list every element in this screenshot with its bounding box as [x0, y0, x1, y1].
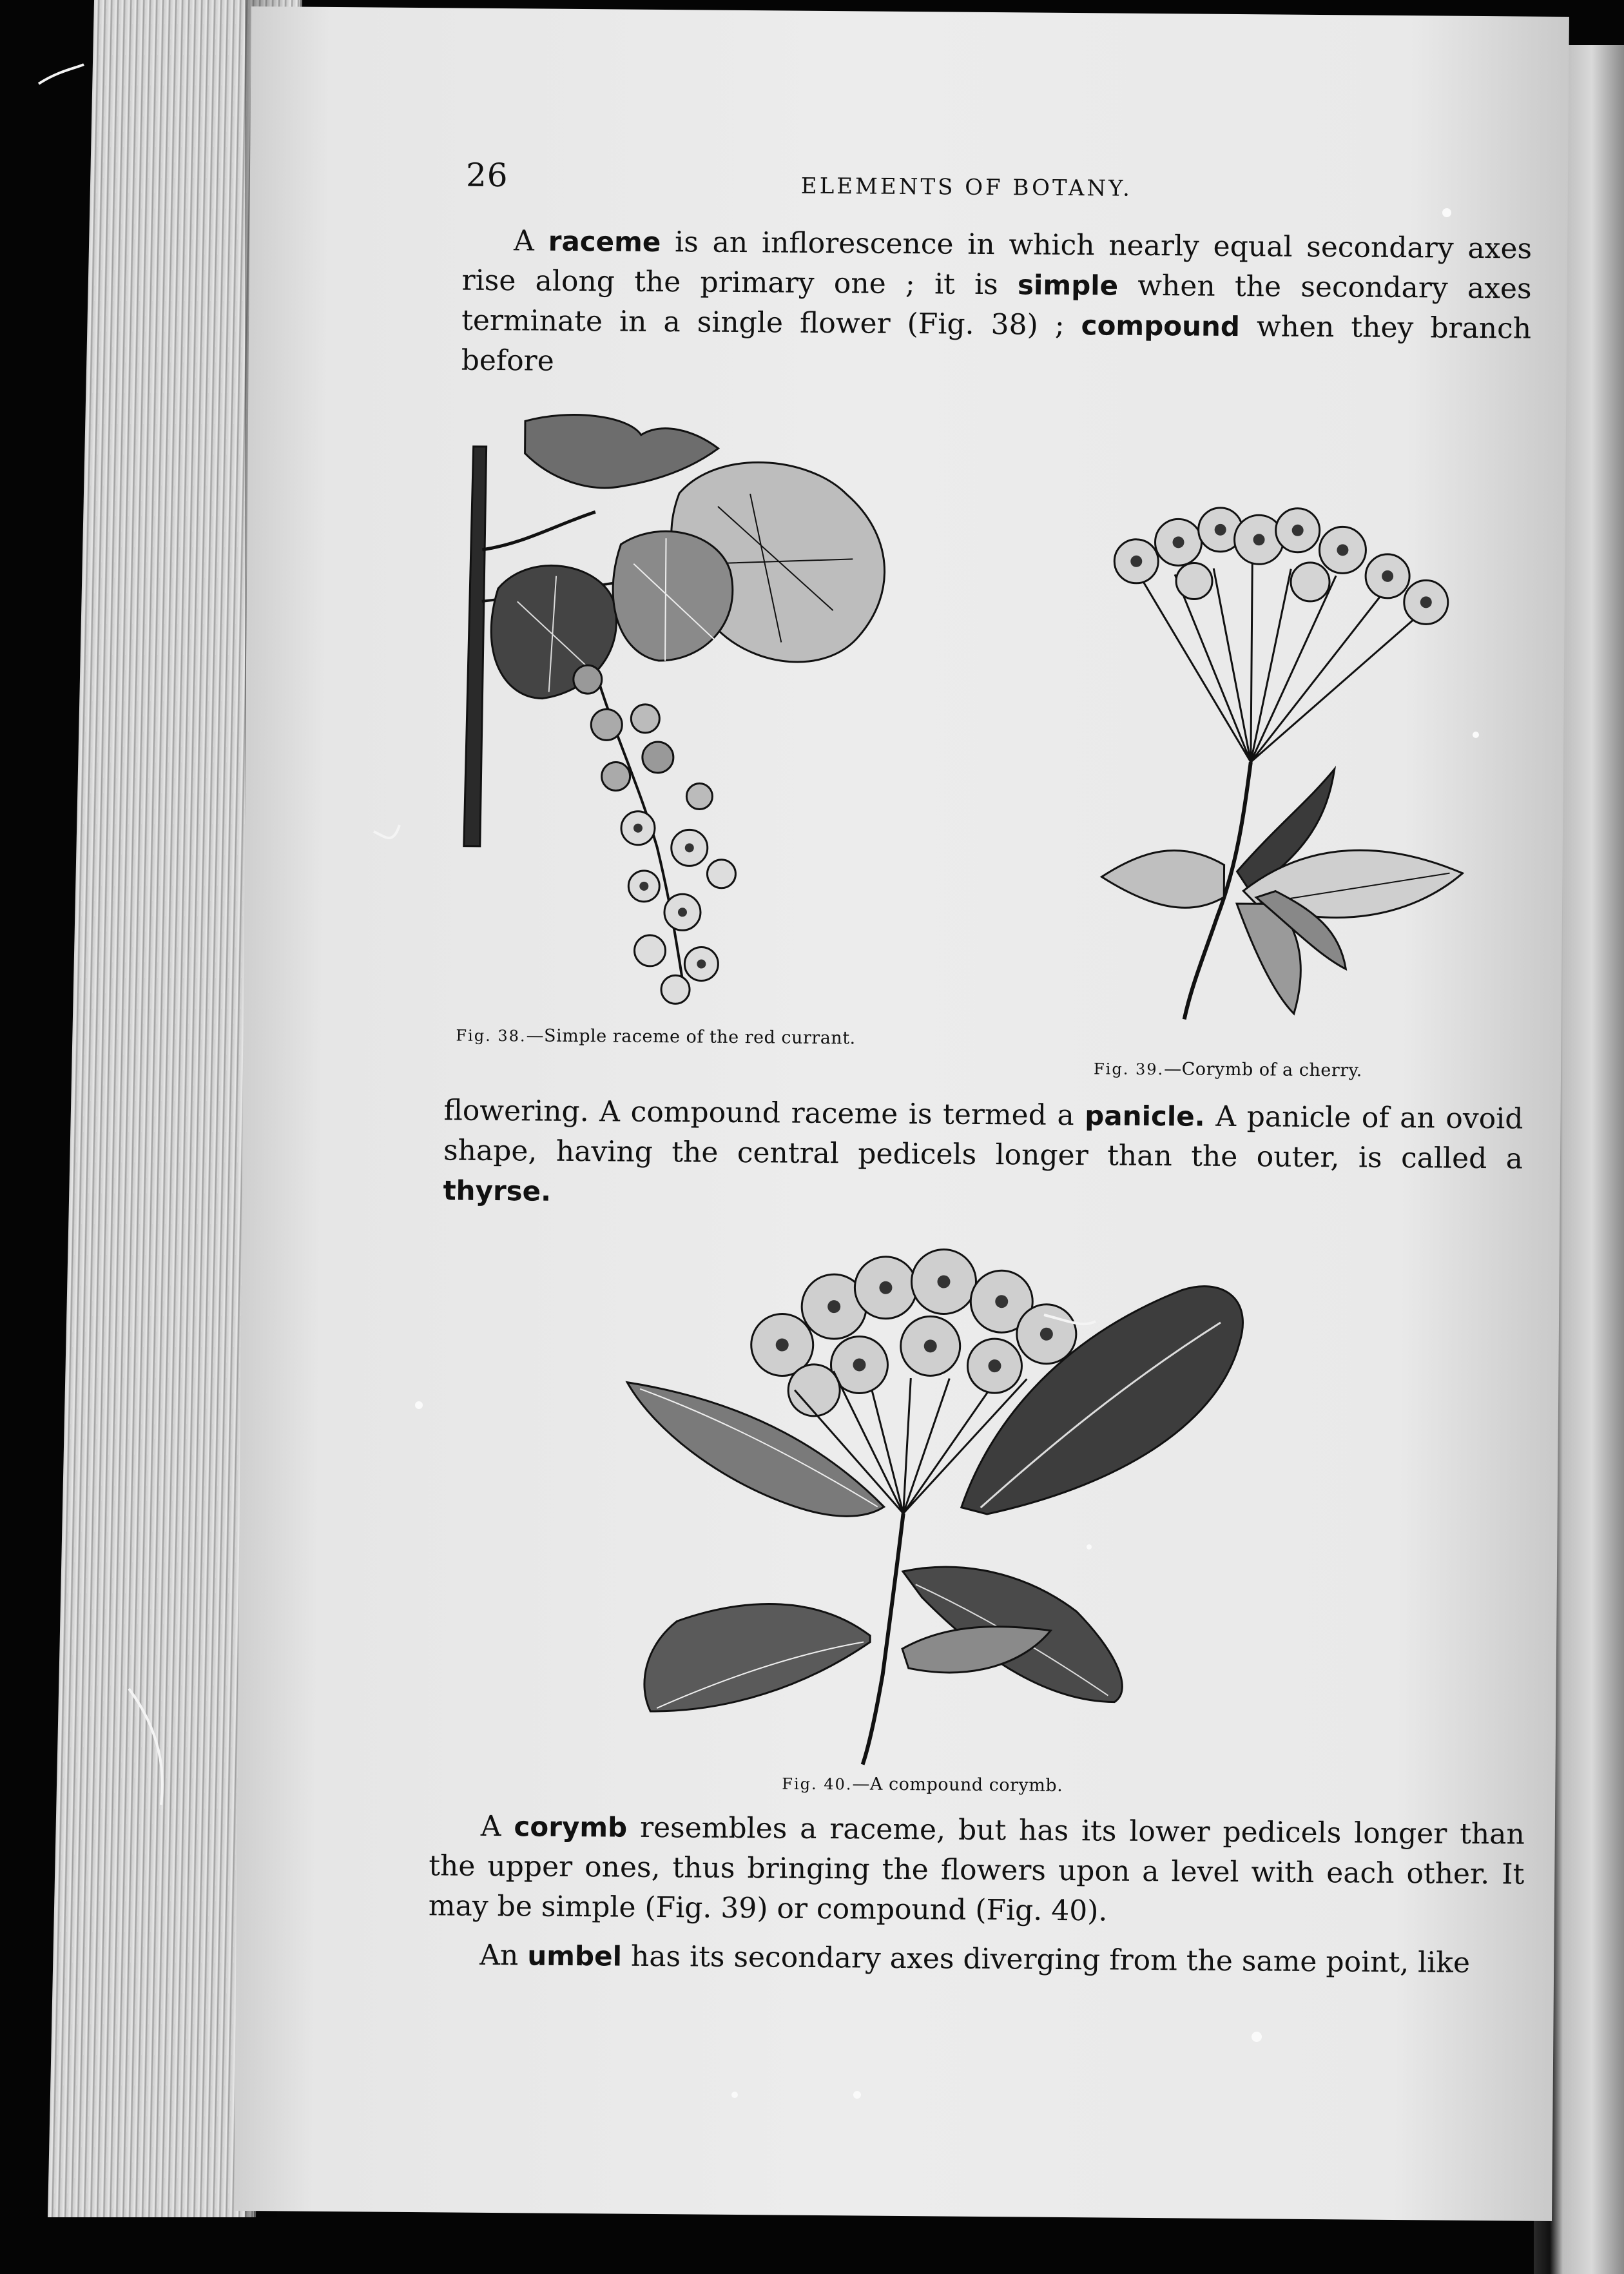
running-header: [250, 155, 1569, 217]
figure-40-caption: [782, 1774, 1063, 1796]
book-page: [234, 6, 1569, 2221]
figure-38-label: Fig. 38.: [456, 1026, 527, 1045]
text-run: resembles a raceme, but has its lower pedicels longer than the upper ones, thus bringing the flowers upon a level with each other. It may be simple (Fig. 39) or compound (Fig. 40).: [428, 1811, 1525, 1928]
paragraph-panicle: [443, 1091, 1523, 1219]
text-run: A: [513, 224, 548, 258]
term-thyrse: thyrse.: [443, 1174, 552, 1207]
term-umbel: umbel: [527, 1939, 623, 1972]
term-compound: compound: [1081, 309, 1241, 343]
figure-38-red-currant: [443, 394, 990, 1018]
page-number: 26: [465, 156, 508, 195]
text-run: when the secondary axes terminate in a single flower (Fig. 38) ;: [461, 269, 1532, 342]
term-simple: simple: [1017, 269, 1119, 302]
term-raceme: raceme: [548, 225, 661, 258]
figure-38-caption-text: —Simple raceme of the red currant.: [526, 1025, 856, 1049]
text-run: when they branch before: [461, 310, 1532, 378]
text-run: A: [480, 1809, 514, 1843]
paragraph-corymb: [429, 1806, 1525, 1934]
text-run: An: [479, 1938, 528, 1972]
paragraph-umbel: [428, 1935, 1523, 1983]
text-run: A panicle of an ovoid shape, having the central pedicels longer than the outer, is called a: [443, 1100, 1523, 1176]
text-run: flowering. A compound raceme is termed a: [443, 1094, 1085, 1132]
figure-39-caption: [1094, 1058, 1362, 1080]
term-corymb: corymb: [514, 1811, 628, 1843]
running-title: ELEMENTS OF BOTANY.: [800, 173, 1133, 202]
figure-39-cherry-corymb: [1061, 477, 1517, 1047]
text-run: is an inflorescence in which nearly equal secondary axes rise along the primary one ; it is: [461, 226, 1532, 302]
figure-40-caption-text: —A compound corymb.: [852, 1774, 1063, 1796]
figure-40-compound-corymb: [599, 1234, 1331, 1774]
figure-40-label: Fig. 40.: [782, 1774, 853, 1794]
figure-39-caption-text: —Corymb of a cherry.: [1164, 1059, 1362, 1081]
term-panicle: panicle.: [1085, 1100, 1205, 1132]
figure-38-caption: [456, 1025, 855, 1049]
paragraph-raceme: [461, 221, 1532, 389]
text-run: has its secondary axes diverging from the same point, like: [621, 1939, 1471, 1979]
figure-39-label: Fig. 39.: [1093, 1060, 1165, 1079]
